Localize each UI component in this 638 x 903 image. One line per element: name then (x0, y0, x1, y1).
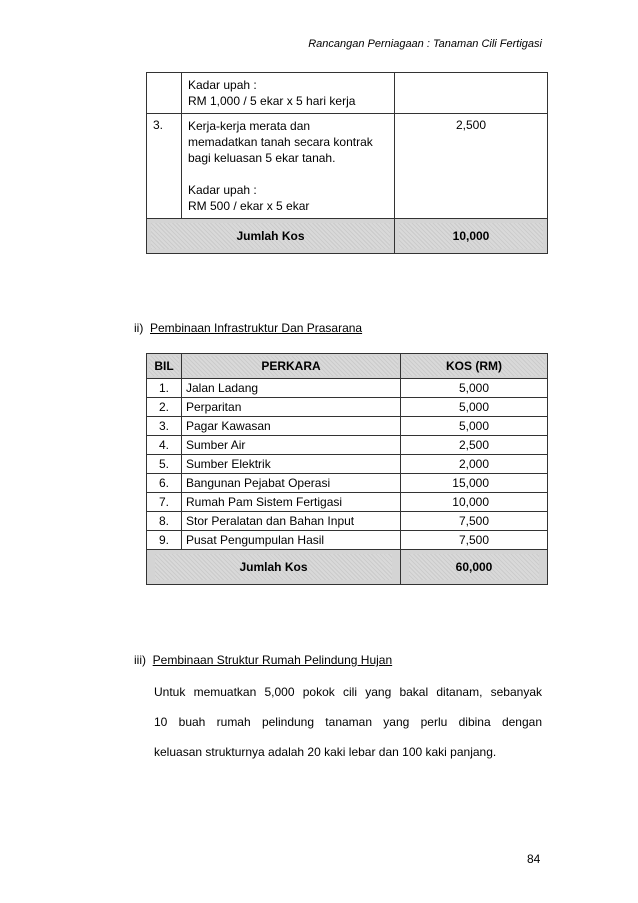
cell-line: Kadar upah : (188, 78, 257, 92)
page-number: 84 (527, 852, 541, 866)
table-row: 4. Sumber Air 2,500 (147, 436, 548, 455)
table-row: 5. Sumber Elektrik 2,000 (147, 455, 548, 474)
cell-line: RM 1,000 / 5 ekar x 5 hari kerja (188, 94, 356, 108)
paragraph-rain-shelter: Untuk memuatkan 5,000 pokok cili yang bakal ditanam, sebanyak 10 buah rumah pelindung tanaman yang perlu dibina dengan keluasan strukturnya adalah 20 kaki lebar dan 100 kaki panjang. (154, 685, 542, 759)
cell-line: bagi keluasan 5 ekar tanah. (188, 151, 336, 165)
table-row: 6. Bangunan Pejabat Operasi 15,000 (147, 474, 548, 493)
document-header: Rancangan Perniagaan : Tanaman Cili Fertigasi (308, 38, 542, 50)
table-row: 7. Rumah Pam Sistem Fertigasi 10,000 (147, 493, 548, 512)
total-row (147, 219, 548, 254)
cell-line: RM 500 / ekar x 5 ekar (188, 199, 310, 213)
total-label: Jumlah Kos (155, 554, 392, 580)
table-row: 9. Pusat Pengumpulan Hasil 7,500 (147, 531, 548, 550)
section-heading-rain-shelter: iii) Pembinaan Struktur Rumah Pelindung Hujan (134, 653, 393, 667)
cell-kos: 2,500 (395, 114, 548, 219)
cell-line: Kerja-kerja merata dan (188, 119, 311, 133)
section-heading-infrastructure: ii) Pembinaan Infrastruktur Dan Prasarana (134, 321, 363, 335)
cell-line: Kadar upah : (188, 183, 257, 197)
table-land-prep (146, 72, 548, 254)
table-row (147, 114, 548, 219)
table-row: 8. Stor Peralatan dan Bahan Input 7,500 (147, 512, 548, 531)
total-row (147, 550, 548, 585)
total-label: Jumlah Kos (151, 223, 390, 249)
cell-line: memadatkan tanah secara kontrak (188, 135, 373, 149)
header-perkara: PERKARA (184, 356, 398, 376)
cell-bil: 3. (147, 114, 182, 219)
table-row: 1. Jalan Ladang 5,000 (147, 379, 548, 398)
header-bil: BIL (149, 356, 179, 376)
total-value: 10,000 (399, 223, 543, 249)
header-kos: KOS (RM) (403, 356, 545, 376)
total-value: 60,000 (409, 554, 539, 580)
table-row: 2. Perparitan 5,000 (147, 398, 548, 417)
table-row: 3. Pagar Kawasan 5,000 (147, 417, 548, 436)
table-row (147, 73, 548, 114)
table-header-row (147, 354, 548, 379)
table-infrastructure (146, 353, 548, 585)
